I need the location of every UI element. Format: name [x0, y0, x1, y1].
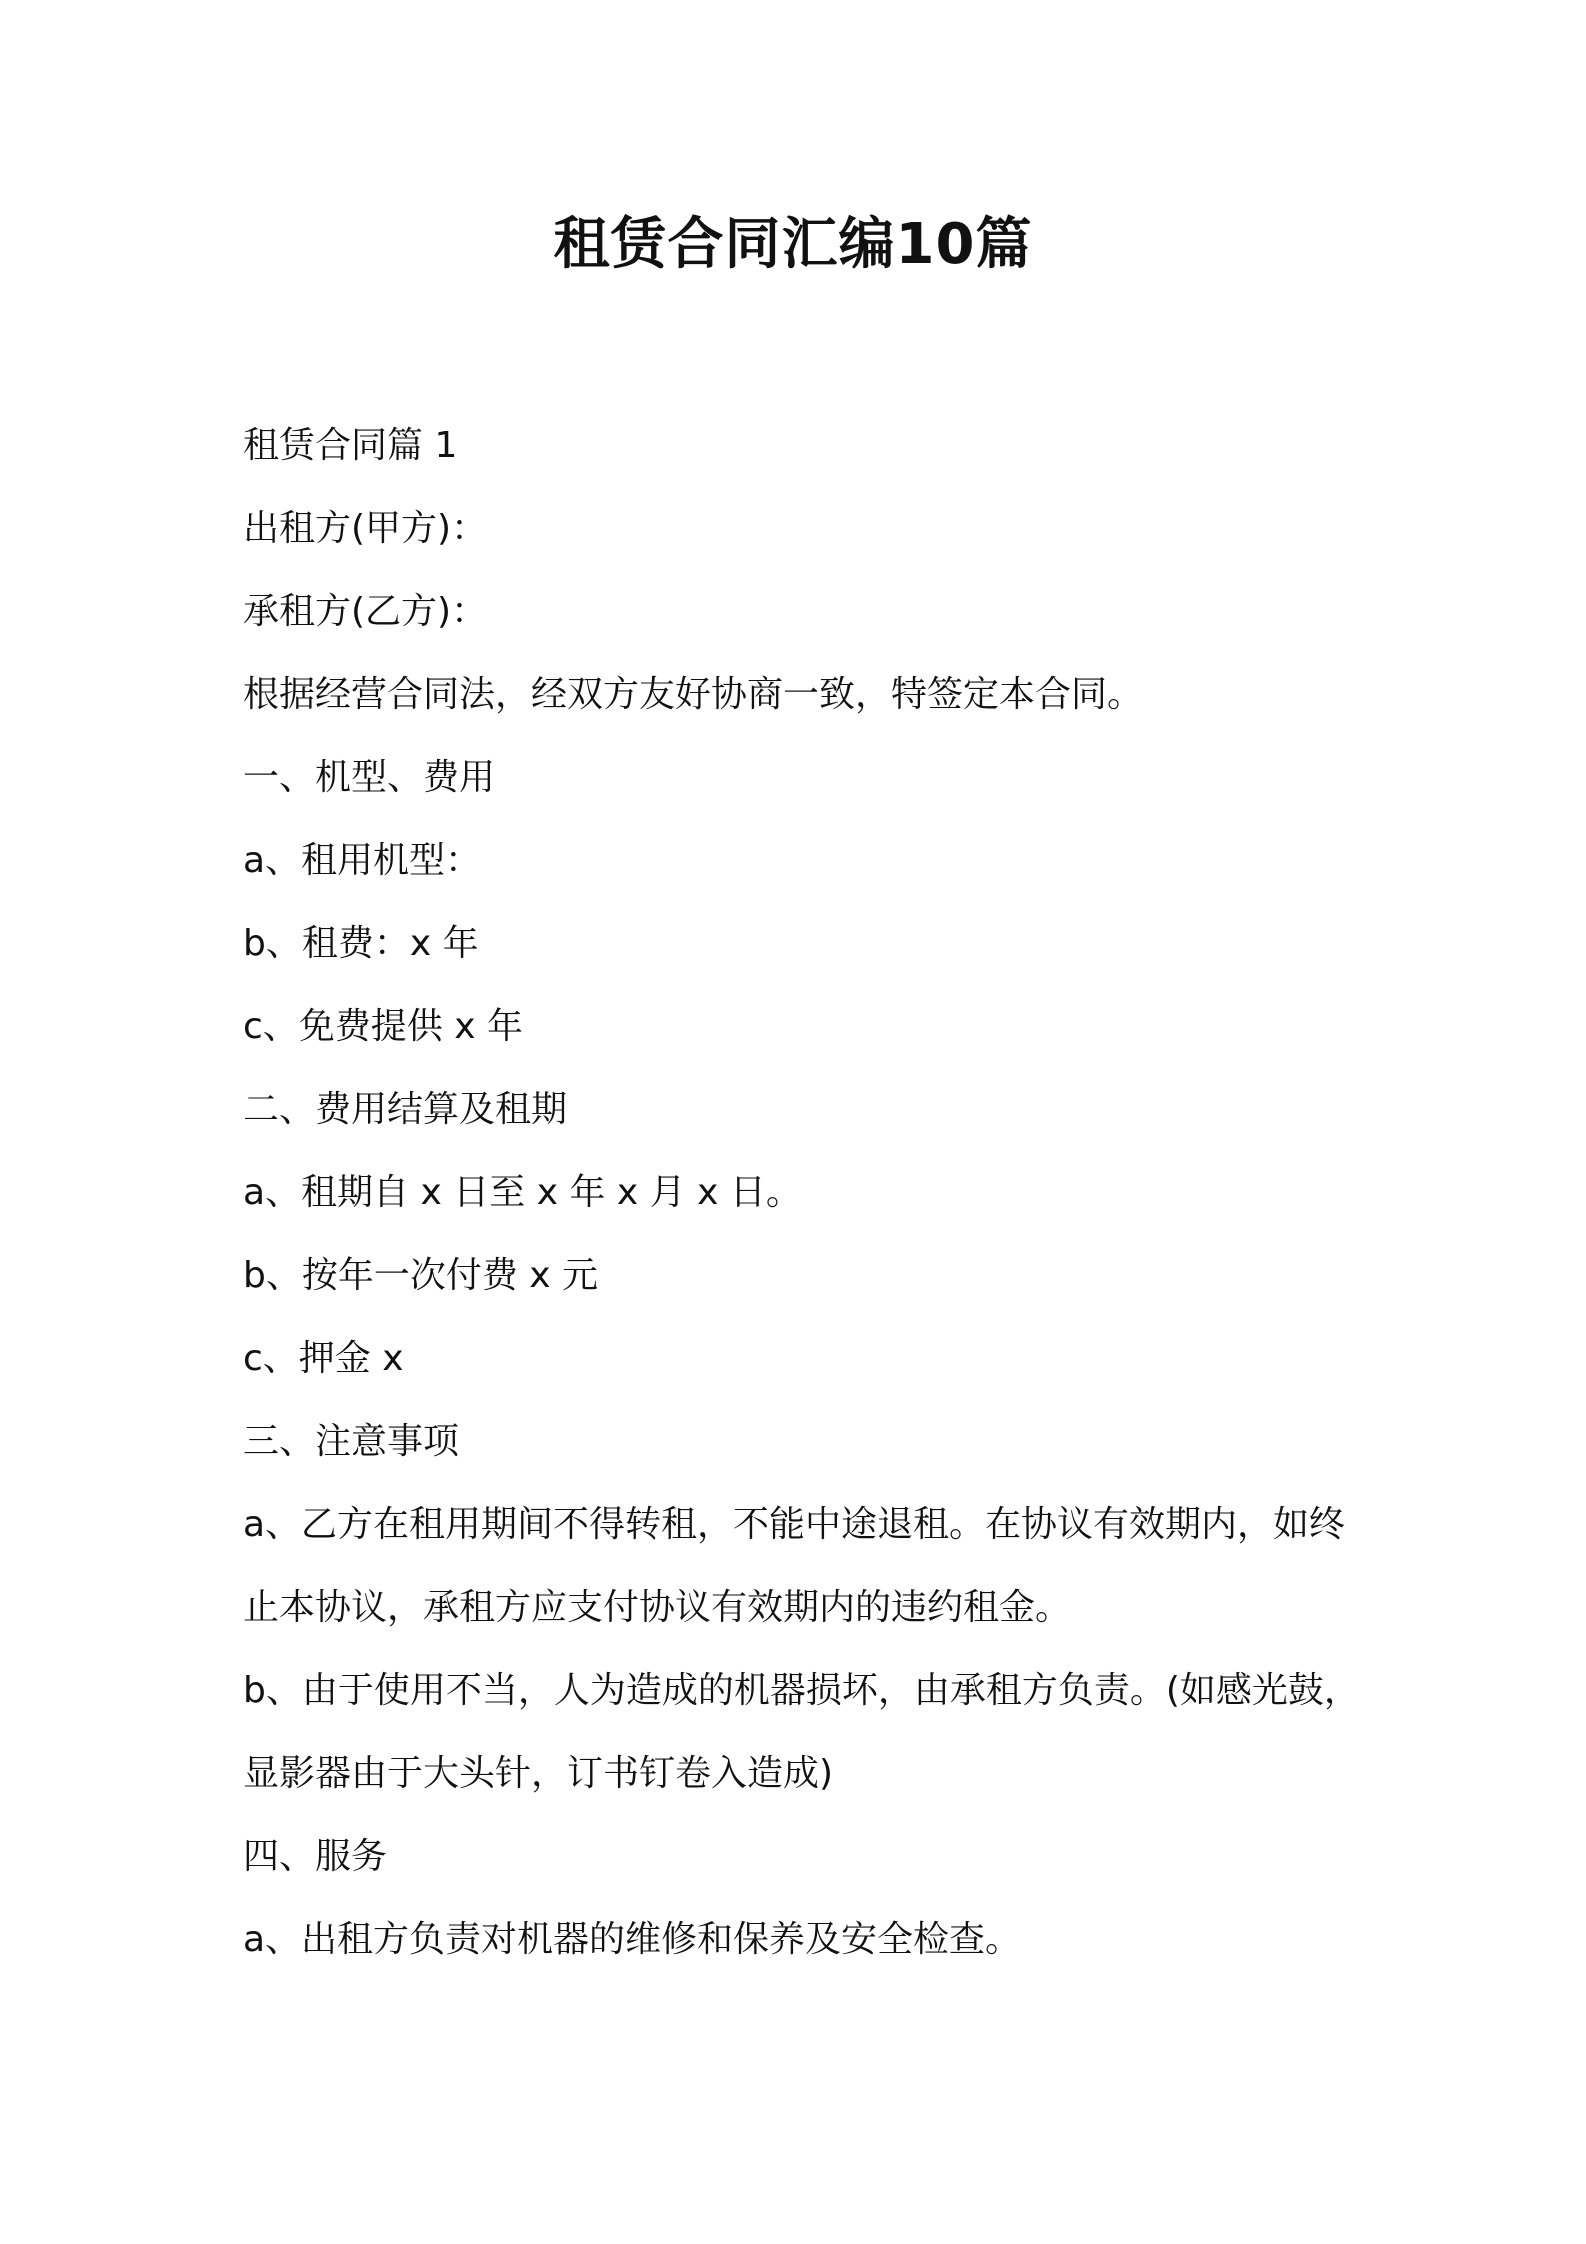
clause-item: b、由于使用不当，人为造成的机器损坏，由承租方负责。(如感光鼓，显影器由于大头针，订书钉卷入造成) — [243, 1670, 1360, 1794]
document-title: 租赁合同汇编10篇 — [553, 212, 1033, 277]
section-heading: 租赁合同篇 1 — [243, 425, 458, 466]
clause-item: a、租用机型： — [243, 840, 482, 881]
clause-heading: 三、注意事项 — [243, 1421, 460, 1462]
clause-item: b、按年一次付费 x 元 — [243, 1255, 599, 1296]
lessor-line: 出租方(甲方)： — [243, 508, 488, 549]
clause-heading: 二、费用结算及租期 — [243, 1089, 568, 1130]
clause-item: a、租期自 x 日至 x 年 x 月 x 日。 — [243, 1172, 802, 1213]
clause-item: a、乙方在租用期间不得转租，不能中途退租。在协议有效期内，如终止本协议，承租方应支付协议有效期内的违约租金。 — [243, 1504, 1346, 1628]
clause-item: c、免费提供 x 年 — [243, 1006, 523, 1047]
preamble: 根据经营合同法，经双方友好协商一致，特签定本合同。 — [243, 674, 1144, 715]
clause-item: a、出租方负责对机器的维修和保养及安全检查。 — [243, 1919, 1022, 1960]
clause-item: c、押金 x — [243, 1338, 404, 1379]
lessee-line: 承租方(乙方)： — [243, 591, 488, 632]
document-body — [243, 404, 1363, 1981]
clause-heading: 一、机型、费用 — [243, 757, 496, 798]
clause-heading: 四、服务 — [243, 1836, 388, 1877]
clause-item: b、租费：x 年 — [243, 923, 479, 964]
